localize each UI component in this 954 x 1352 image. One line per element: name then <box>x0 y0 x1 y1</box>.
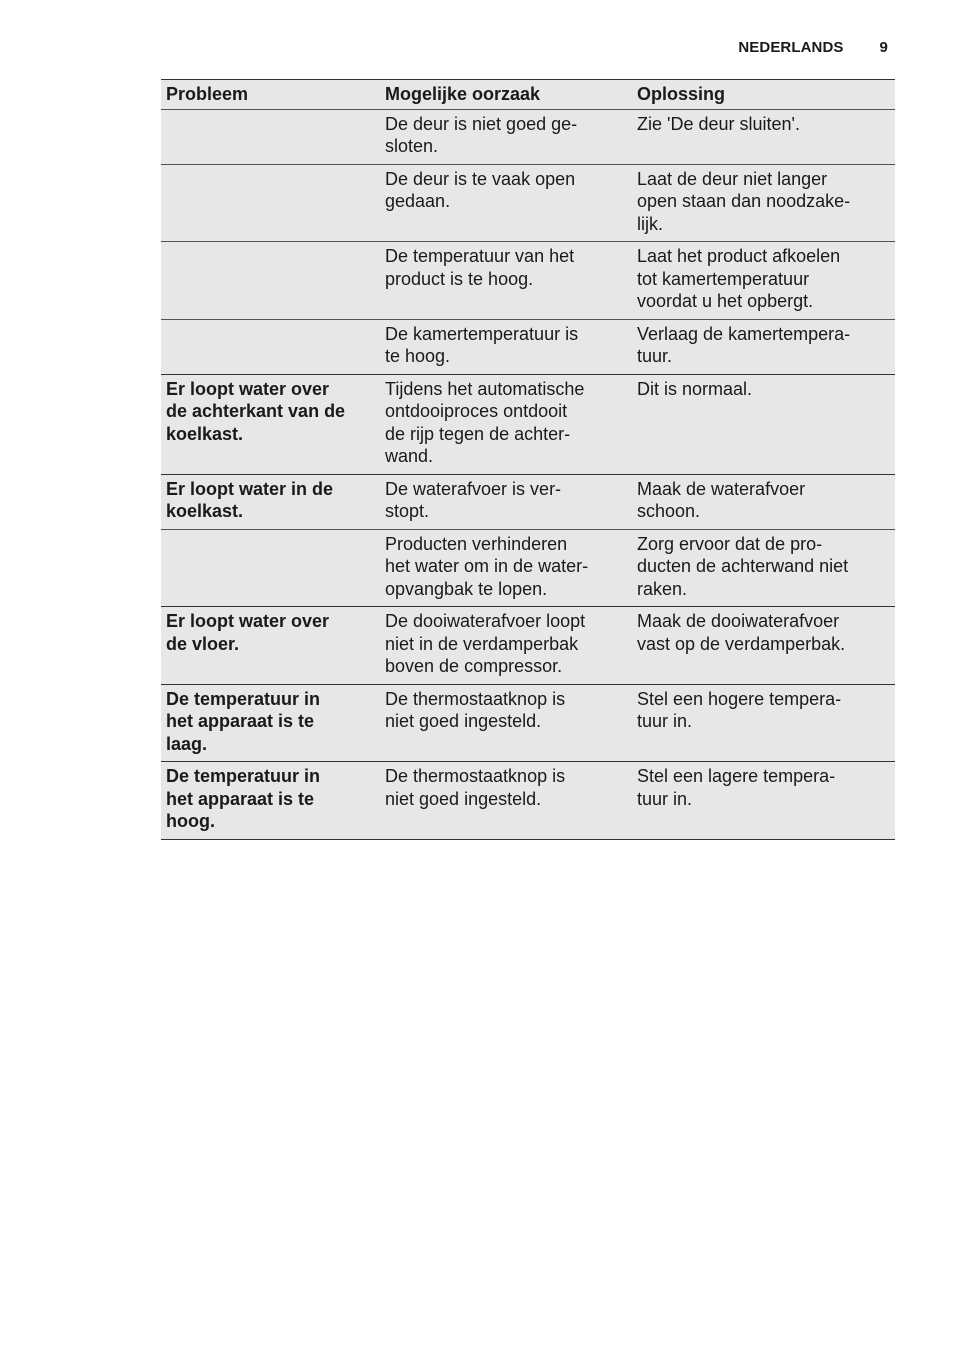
problem-cell: Er loopt water in de koelkast. <box>161 474 380 529</box>
table-row <box>161 684 895 762</box>
page-number: 9 <box>879 39 888 56</box>
table-row <box>161 109 895 164</box>
column-header-problem: Probleem <box>161 80 380 110</box>
problem-cell: Er loopt water over de achterkant van de koelkast. <box>161 374 380 474</box>
cause-cell: De deur is te vaak open gedaan. <box>380 164 632 242</box>
problem-cell <box>161 529 380 607</box>
cause-cell: De kamertemperatuur is te hoog. <box>380 319 632 374</box>
solution-cell: Maak de waterafvoer schoon. <box>632 474 895 529</box>
solution-cell: Verlaag de kamertempera- tuur. <box>632 319 895 374</box>
cause-cell: De temperatuur van het product is te hoog. <box>380 242 632 320</box>
column-header-cause: Mogelijke oorzaak <box>380 80 632 110</box>
table-body <box>161 109 895 839</box>
cause-cell: De dooiwaterafvoer loopt niet in de verdamperbak boven de compressor. <box>380 607 632 685</box>
problem-cell: De temperatuur in het apparaat is te hoog. <box>161 762 380 840</box>
table-row <box>161 374 895 474</box>
cause-cell: De thermostaatknop is niet goed ingesteld. <box>380 684 632 762</box>
problem-cell: Er loopt water over de vloer. <box>161 607 380 685</box>
table-row <box>161 474 895 529</box>
solution-cell: Stel een hogere tempera- tuur in. <box>632 684 895 762</box>
cause-cell: Tijdens het automatische ontdooiproces ontdooit de rijp tegen de achter- wand. <box>380 374 632 474</box>
solution-cell: Laat de deur niet langer open staan dan noodzake- lijk. <box>632 164 895 242</box>
solution-cell: Laat het product afkoelen tot kamertemperatuur voordat u het opbergt. <box>632 242 895 320</box>
troubleshooting-table <box>161 79 895 840</box>
solution-cell: Dit is normaal. <box>632 374 895 474</box>
problem-cell <box>161 242 380 320</box>
problem-cell: De temperatuur in het apparaat is te laag. <box>161 684 380 762</box>
table-header-row <box>161 80 895 110</box>
table-row <box>161 529 895 607</box>
problem-cell <box>161 164 380 242</box>
solution-cell: Stel een lagere tempera- tuur in. <box>632 762 895 840</box>
problem-cell <box>161 319 380 374</box>
cause-cell: De thermostaatknop is niet goed ingesteld. <box>380 762 632 840</box>
table-row <box>161 607 895 685</box>
header-language: NEDERLANDS <box>738 39 844 56</box>
solution-cell: Maak de dooiwaterafvoer vast op de verdamperbak. <box>632 607 895 685</box>
table-row <box>161 762 895 840</box>
table-row <box>161 319 895 374</box>
cause-cell: De waterafvoer is ver- stopt. <box>380 474 632 529</box>
column-header-solution: Oplossing <box>632 80 895 110</box>
cause-cell: Producten verhinderen het water om in de water- opvangbak te lopen. <box>380 529 632 607</box>
cause-cell: De deur is niet goed ge- sloten. <box>380 109 632 164</box>
table-row <box>161 242 895 320</box>
table-row <box>161 164 895 242</box>
solution-cell: Zorg ervoor dat de pro- ducten de achterwand niet raken. <box>632 529 895 607</box>
problem-cell <box>161 109 380 164</box>
running-header <box>738 39 888 56</box>
solution-cell: Zie 'De deur sluiten'. <box>632 109 895 164</box>
